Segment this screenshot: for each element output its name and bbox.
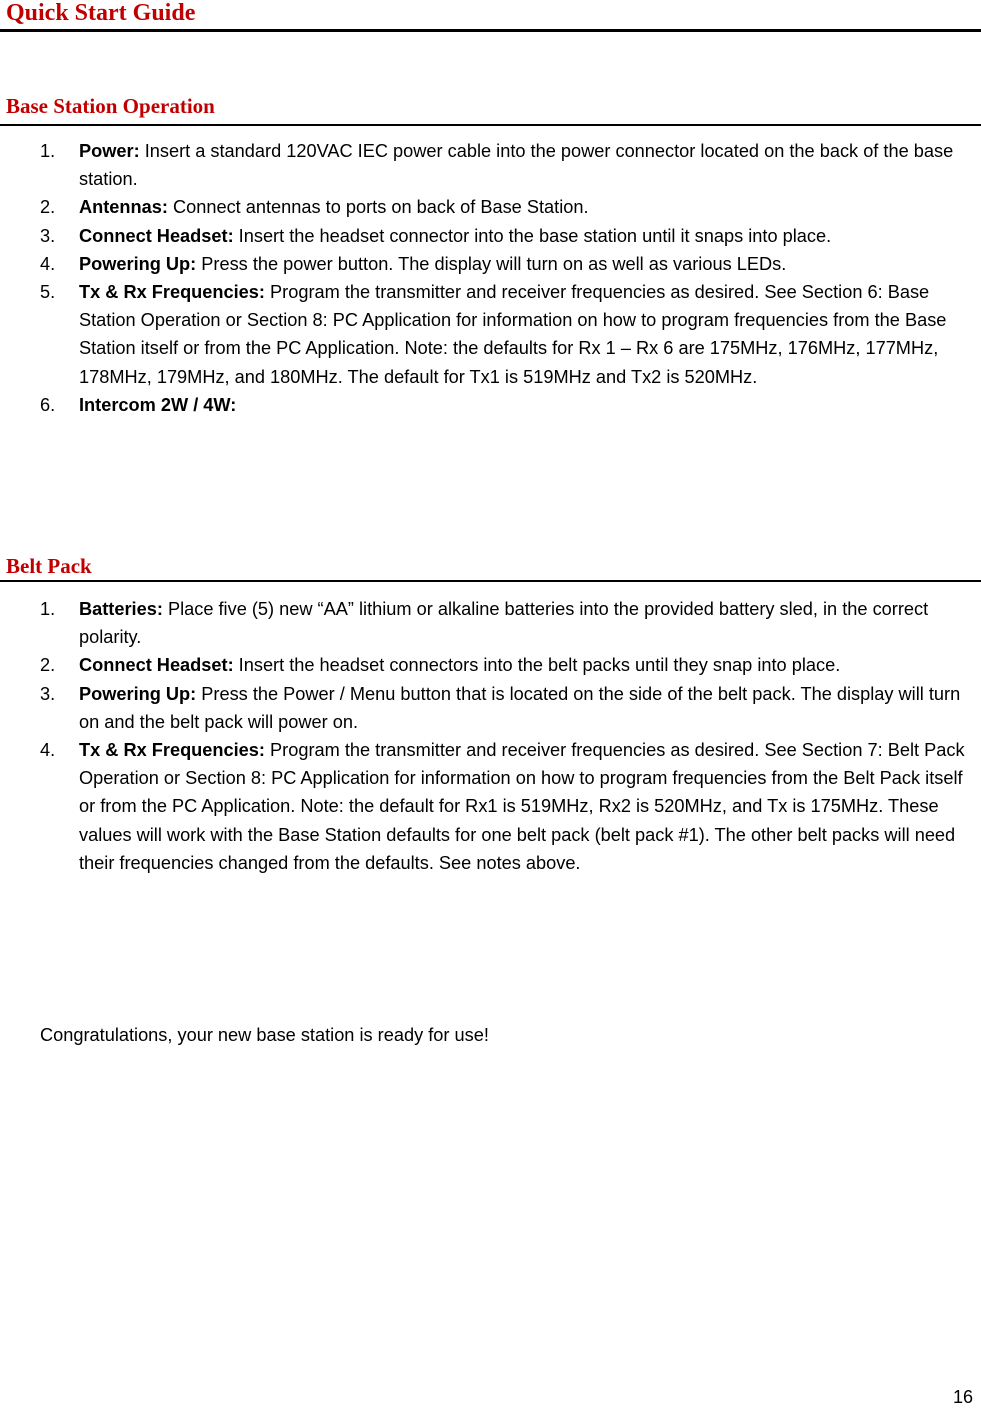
step-number: 4.: [40, 253, 56, 274]
step-text: Insert the headset connector into the base station until it snaps into place.: [233, 225, 832, 246]
step-number: 3.: [40, 683, 56, 704]
step-label: Connect Headset:: [79, 225, 234, 246]
list-item: [0, 651, 981, 679]
step-number: 1.: [40, 141, 56, 161]
section-divider-belt-pack: [0, 580, 981, 582]
step-number: 4.: [40, 740, 56, 761]
step-label: Tx & Rx Frequencies:: [79, 740, 265, 761]
list-item: [0, 680, 981, 736]
step-text: Insert the headset connectors into the belt packs until they snap into place.: [233, 655, 841, 676]
page-title: Quick Start Guide: [6, 0, 196, 26]
section-heading-belt-pack: Belt Pack: [6, 554, 92, 578]
step-number: 3.: [40, 225, 56, 246]
step-number: 5.: [40, 282, 56, 303]
step-label: Power:: [79, 141, 140, 161]
page-number: 16: [952, 1387, 973, 1407]
step-text: Press the power button. The display will turn on as well as various LEDs.: [196, 253, 787, 274]
step-number: 1.: [40, 599, 56, 619]
step-label: Batteries:: [79, 599, 163, 619]
step-text: Insert a standard 120VAC IEC power cable into the power connector located on the back of the base station.: [79, 141, 954, 190]
section-heading-base-station: Base Station Operation: [6, 94, 215, 118]
step-number: 2.: [40, 655, 56, 676]
list-item: [0, 193, 981, 221]
section-divider-base-station: [0, 124, 981, 126]
list-item: [0, 250, 981, 278]
step-text: Press the Power / Menu button that is located on the side of the belt pack. The display will turn on and the belt pack will power on.: [79, 683, 961, 732]
closing-message: Congratulations, your new base station is ready for use!: [40, 1025, 489, 1045]
step-label: Tx & Rx Frequencies:: [79, 282, 265, 303]
list-item: [0, 137, 981, 193]
list-item: [0, 736, 981, 877]
step-label: Intercom 2W / 4W:: [79, 394, 237, 415]
step-text: Connect antennas to ports on back of Base Station.: [167, 197, 589, 218]
belt-pack-steps: [0, 595, 981, 877]
step-text: Program the transmitter and receiver frequencies as desired. See Section 7: Belt Pack Operation or Section 8: PC Application for information on how to program frequencies from the Belt Pack itself or from the PC Application. Note: the default for Rx1 is 519MHz, Rx2 is 520MHz, and Tx is 175MHz. These values will work with the Base Station defaults for one belt pack (belt pack #1). The other belt packs will need their frequencies changed from the defaults. See notes above.: [79, 740, 965, 873]
title-divider: [0, 29, 981, 32]
step-number: 2.: [40, 197, 56, 218]
step-text: Place five (5) new “AA” lithium or alkaline batteries into the provided battery sled, in the correct polarity.: [79, 599, 929, 648]
list-item: [0, 278, 981, 391]
step-text: Program the transmitter and receiver frequencies as desired. See Section 6: Base Station Operation or Section 8: PC Application for information on how to program frequencies from the Base Station itself or from the PC Application. Note: the defaults for Rx 1 – Rx 6 are 175MHz, 176MHz, 177MHz, 178MHz, 179MHz, and 180MHz. The default for Tx1 is 519MHz and Tx2 is 520MHz.: [79, 282, 947, 387]
step-label: Powering Up:: [79, 253, 197, 274]
step-label: Antennas:: [79, 197, 168, 218]
step-label: Powering Up:: [79, 683, 197, 704]
list-item: [0, 595, 981, 651]
list-item: [0, 222, 981, 250]
base-station-steps: [0, 137, 981, 419]
step-number: 6.: [40, 394, 56, 415]
list-item: [0, 391, 981, 419]
step-label: Connect Headset:: [79, 655, 234, 676]
